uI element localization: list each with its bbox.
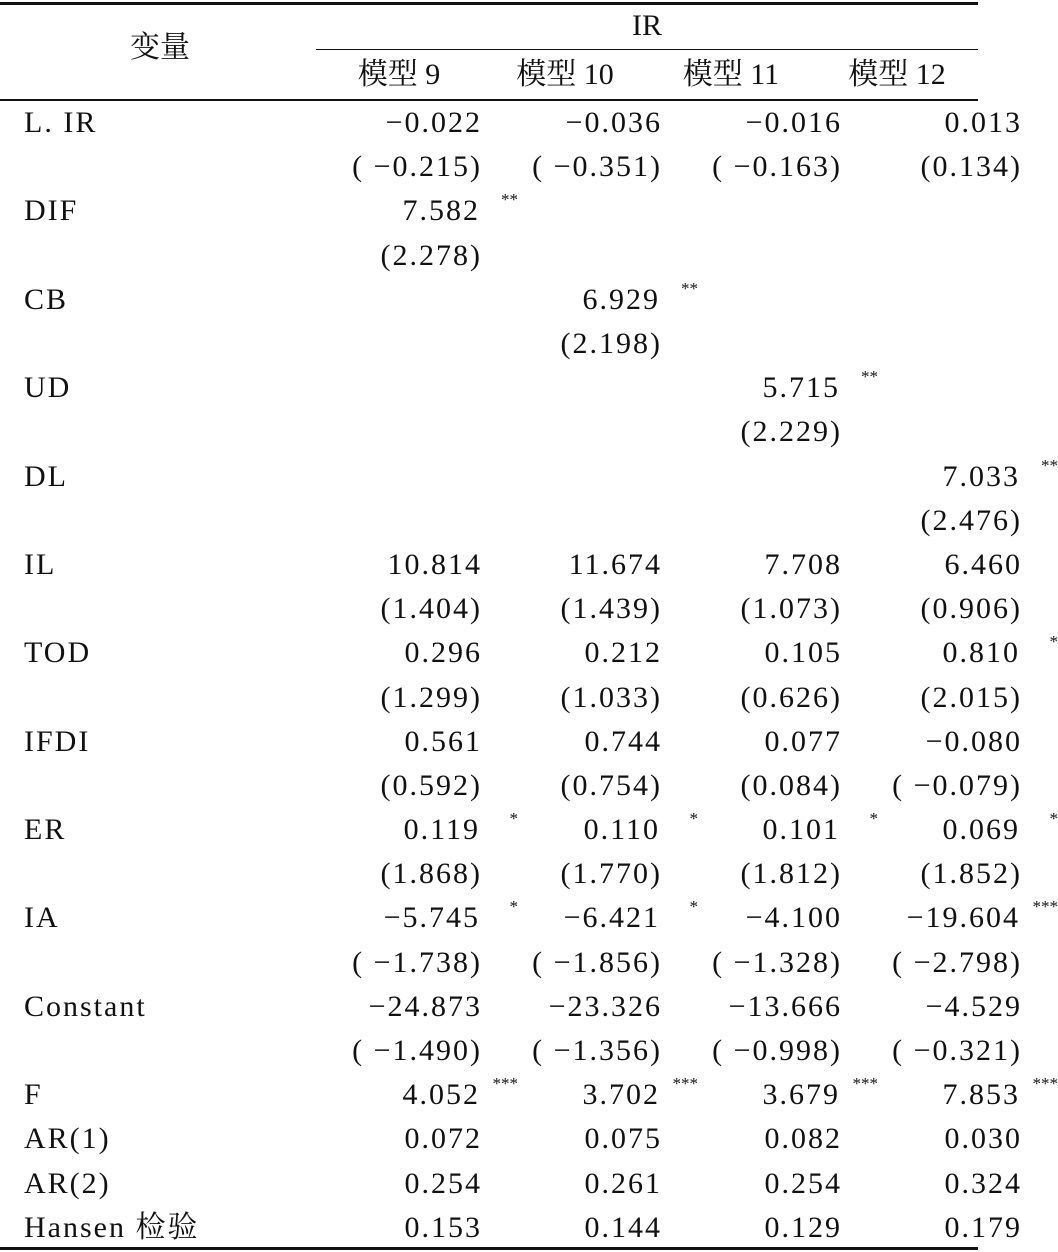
t-statistic-cell xyxy=(496,234,676,278)
coefficient-value: 6.460 xyxy=(944,547,1022,581)
coefficient-cell xyxy=(316,985,496,1029)
coefficient-value: −19.604 xyxy=(906,901,1020,935)
t-statistic-value: (0.626) xyxy=(740,680,842,714)
coefficient-cell xyxy=(856,896,1058,940)
coefficient-cell xyxy=(316,101,496,145)
table-row xyxy=(0,455,1036,499)
empty-label xyxy=(0,1029,316,1073)
significance-stars: * xyxy=(689,897,698,917)
t-statistic-cell xyxy=(676,499,856,543)
t-statistic-value: ( −1.738) xyxy=(352,945,482,979)
significance-stars: *** xyxy=(492,1074,518,1094)
empty-label xyxy=(0,499,316,543)
coefficient-cell xyxy=(316,455,496,499)
table-row-tstat xyxy=(0,764,1036,808)
statistic-name: F xyxy=(24,1078,43,1112)
t-statistic-value: ( −0.321) xyxy=(892,1034,1022,1068)
coefficient-cell xyxy=(496,808,698,852)
significance-stars: ** xyxy=(501,190,518,210)
coefficient-value: 3.679 xyxy=(762,1078,840,1112)
t-statistic-value: (1.033) xyxy=(560,680,662,714)
table-row xyxy=(0,101,1036,145)
t-statistic-cell xyxy=(316,234,496,278)
t-statistic-cell xyxy=(856,410,1036,454)
stat-row xyxy=(0,1073,1036,1117)
t-statistic-cell xyxy=(316,410,496,454)
coefficient-cell xyxy=(676,720,856,764)
empty-label xyxy=(0,675,316,719)
empty-label xyxy=(0,234,316,278)
table-row xyxy=(0,189,1036,233)
t-statistic-value: ( −1.356) xyxy=(532,1034,662,1068)
model-11-header: 模型 11 xyxy=(682,58,780,91)
t-statistic-cell xyxy=(496,410,676,454)
significance-stars: *** xyxy=(852,1074,878,1094)
coefficient-value: 0.810 xyxy=(942,636,1020,670)
significance-stars: * xyxy=(869,809,878,828)
empty-label xyxy=(0,852,316,896)
significance-stars: * xyxy=(689,809,698,828)
coefficient-value: 0.013 xyxy=(944,106,1022,140)
t-statistic-cell xyxy=(856,499,1036,543)
coefficient-value: 0.744 xyxy=(584,724,662,758)
coefficient-value: 0.119 xyxy=(403,813,480,847)
table-row-tstat xyxy=(0,1029,1036,1073)
coefficient-value: 0.101 xyxy=(762,813,840,847)
coefficient-value: 7.033 xyxy=(942,459,1020,493)
table-top-rule xyxy=(0,2,978,5)
coefficient-value: −13.666 xyxy=(728,989,842,1023)
t-statistic-cell xyxy=(676,1029,856,1073)
coefficient-value: −0.080 xyxy=(925,724,1022,758)
coefficient-cell xyxy=(316,543,496,587)
variable-name: DL xyxy=(24,459,68,493)
significance-stars: *** xyxy=(1032,897,1058,917)
table-row-tstat xyxy=(0,675,1036,719)
variable-name: CB xyxy=(24,282,69,316)
t-statistic-cell xyxy=(316,941,496,985)
t-statistic-cell xyxy=(316,675,496,719)
model-12-header: 模型 12 xyxy=(848,58,946,91)
coefficient-value: 0.212 xyxy=(584,636,662,670)
t-statistic-value: (2.476) xyxy=(920,503,1022,537)
coefficient-cell xyxy=(496,189,676,233)
variable-name: DIF xyxy=(24,194,79,228)
t-statistic-cell xyxy=(496,145,676,189)
empty-label xyxy=(0,587,316,631)
coefficient-cell xyxy=(316,720,496,764)
coefficient-value: 3.702 xyxy=(582,1078,660,1112)
variable-header: 变量 xyxy=(130,31,190,64)
t-statistic-value: (0.084) xyxy=(740,768,842,802)
coefficient-cell xyxy=(316,896,518,940)
coefficient-value: 0.324 xyxy=(944,1166,1022,1200)
statistic-cell xyxy=(496,1206,676,1250)
variable-name: IA xyxy=(24,901,60,935)
t-statistic-cell xyxy=(316,499,496,543)
t-statistic-cell xyxy=(676,675,856,719)
empty-label xyxy=(0,764,316,808)
t-statistic-value: ( −1.490) xyxy=(352,1034,482,1068)
coefficient-value: 0.254 xyxy=(404,1166,482,1200)
t-statistic-cell xyxy=(856,675,1036,719)
variable-name: Constant xyxy=(24,989,147,1023)
t-statistic-cell xyxy=(856,145,1036,189)
coefficient-value: 0.129 xyxy=(764,1210,842,1244)
coefficient-value: 7.708 xyxy=(764,547,842,581)
t-statistic-value: (1.852) xyxy=(920,857,1022,891)
coefficient-value: 7.582 xyxy=(402,194,480,228)
significance-stars: ** xyxy=(1041,455,1058,475)
table-row xyxy=(0,896,1036,940)
statistic-cell xyxy=(856,1117,1036,1161)
variable-name: L. IR xyxy=(24,106,98,140)
coefficient-cell xyxy=(856,189,1036,233)
coefficient-value: 6.929 xyxy=(582,282,660,316)
coefficient-cell xyxy=(676,631,856,675)
table-row-tstat xyxy=(0,145,1036,189)
t-statistic-cell xyxy=(496,1029,676,1073)
t-statistic-cell xyxy=(856,764,1036,808)
statistic-cell xyxy=(856,1206,1036,1250)
t-statistic-value: ( −0.351) xyxy=(532,150,662,184)
statistic-cell xyxy=(316,1206,496,1250)
table-row xyxy=(0,543,1036,587)
significance-stars: * xyxy=(1049,632,1058,652)
statistic-cell xyxy=(676,1162,856,1206)
t-statistic-value: (2.278) xyxy=(380,238,482,272)
model-10-header: 模型 10 xyxy=(516,58,614,91)
coefficient-cell xyxy=(856,543,1036,587)
statistic-cell xyxy=(676,1117,856,1161)
table-row xyxy=(0,808,1036,852)
t-statistic-value: ( −1.328) xyxy=(712,945,842,979)
significance-stars: *** xyxy=(672,1074,698,1094)
coefficient-value: 7.853 xyxy=(942,1078,1020,1112)
t-statistic-value: (0.754) xyxy=(560,768,662,802)
stat-row xyxy=(0,1117,1036,1161)
coefficient-cell xyxy=(316,278,496,322)
coefficient-cell xyxy=(676,366,878,410)
t-statistic-cell xyxy=(676,234,856,278)
t-statistic-cell xyxy=(496,322,676,366)
t-statistic-cell xyxy=(316,764,496,808)
variable-name: ER xyxy=(24,813,67,847)
variable-name: TOD xyxy=(24,636,92,670)
coefficient-cell xyxy=(856,985,1036,1029)
t-statistic-cell xyxy=(496,852,676,896)
coefficient-cell xyxy=(856,278,1036,322)
statistic-cell xyxy=(676,1073,878,1117)
coefficient-value: −4.529 xyxy=(925,989,1022,1023)
coefficient-value: 0.179 xyxy=(944,1210,1022,1244)
coefficient-cell xyxy=(856,101,1036,145)
coefficient-cell xyxy=(856,366,1036,410)
coefficient-value: 0.105 xyxy=(764,636,842,670)
significance-stars: * xyxy=(509,809,518,828)
coefficient-cell xyxy=(496,278,698,322)
coefficient-cell xyxy=(496,631,676,675)
statistic-cell xyxy=(316,1117,496,1161)
t-statistic-value: (1.439) xyxy=(560,592,662,626)
coefficient-cell xyxy=(496,720,676,764)
statistic-cell xyxy=(316,1162,496,1206)
statistic-cell xyxy=(496,1162,676,1206)
t-statistic-cell xyxy=(496,587,676,631)
t-statistic-value: (1.299) xyxy=(380,680,482,714)
coefficient-value: −5.745 xyxy=(383,901,480,935)
coefficient-value: 0.254 xyxy=(764,1166,842,1200)
coefficient-value: 0.077 xyxy=(764,724,842,758)
significance-stars: * xyxy=(509,897,518,917)
table-row-tstat xyxy=(0,234,1036,278)
t-statistic-cell xyxy=(316,322,496,366)
t-statistic-cell xyxy=(496,675,676,719)
table-row xyxy=(0,631,1036,675)
regression-table xyxy=(0,101,1058,1250)
t-statistic-cell xyxy=(856,234,1036,278)
t-statistic-cell xyxy=(676,764,856,808)
t-statistic-cell xyxy=(856,852,1036,896)
coefficient-value: −23.326 xyxy=(548,989,662,1023)
coefficient-cell xyxy=(676,189,856,233)
t-statistic-cell xyxy=(316,1029,496,1073)
significance-stars: ** xyxy=(861,367,878,387)
stat-row xyxy=(0,1206,1036,1250)
coefficient-value: −0.036 xyxy=(565,106,662,140)
coefficient-cell xyxy=(856,808,1058,852)
variable-name: UD xyxy=(24,371,72,405)
t-statistic-value: ( −0.163) xyxy=(712,150,842,184)
coefficient-value: 0.261 xyxy=(584,1166,662,1200)
t-statistic-cell xyxy=(676,322,856,366)
coefficient-value: −24.873 xyxy=(368,989,482,1023)
coefficient-cell xyxy=(676,808,878,852)
table-bottom-rule xyxy=(0,1247,978,1250)
table-row xyxy=(0,278,1036,322)
coefficient-value: 0.144 xyxy=(584,1210,662,1244)
statistic-name: Hansen 检验 xyxy=(24,1210,200,1244)
table-row xyxy=(0,720,1036,764)
t-statistic-value: (0.592) xyxy=(380,768,482,802)
empty-label xyxy=(0,410,316,454)
t-statistic-value: (0.134) xyxy=(920,150,1022,184)
t-statistic-cell xyxy=(316,587,496,631)
coefficient-value: 0.561 xyxy=(404,724,482,758)
stat-row xyxy=(0,1162,1036,1206)
coefficient-cell xyxy=(496,101,676,145)
t-statistic-value: (1.404) xyxy=(380,592,482,626)
t-statistic-cell xyxy=(316,145,496,189)
coefficient-value: 0.110 xyxy=(583,813,660,847)
t-statistic-cell xyxy=(676,410,856,454)
table-row-tstat xyxy=(0,410,1036,454)
empty-label xyxy=(0,145,316,189)
coefficient-value: 0.069 xyxy=(942,813,1020,847)
t-statistic-value: (1.770) xyxy=(560,857,662,891)
coefficient-cell xyxy=(676,985,856,1029)
t-statistic-cell xyxy=(496,764,676,808)
coefficient-cell xyxy=(676,543,856,587)
table-row-tstat xyxy=(0,941,1036,985)
statistic-cell xyxy=(496,1073,698,1117)
coefficient-cell xyxy=(856,631,1058,675)
t-statistic-value: (1.812) xyxy=(740,857,842,891)
table-row xyxy=(0,366,1036,410)
coefficient-cell xyxy=(316,189,518,233)
t-statistic-cell xyxy=(676,587,856,631)
t-statistic-value: (0.906) xyxy=(920,592,1022,626)
t-statistic-value: (2.198) xyxy=(560,327,662,361)
t-statistic-cell xyxy=(676,145,856,189)
table-row-tstat xyxy=(0,587,1036,631)
t-statistic-value: (1.868) xyxy=(380,857,482,891)
t-statistic-value: ( −0.215) xyxy=(352,150,482,184)
variable-name: IFDI xyxy=(24,724,91,758)
table-row xyxy=(0,985,1036,1029)
t-statistic-cell xyxy=(496,499,676,543)
coefficient-value: 0.153 xyxy=(404,1210,482,1244)
coefficient-value: −0.016 xyxy=(745,106,842,140)
t-statistic-cell xyxy=(676,852,856,896)
t-statistic-value: (1.073) xyxy=(740,592,842,626)
statistic-cell xyxy=(676,1206,856,1250)
coefficient-value: 0.082 xyxy=(764,1122,842,1156)
statistic-name: AR(2) xyxy=(24,1166,111,1200)
coefficient-value: 0.030 xyxy=(944,1122,1022,1156)
statistic-cell xyxy=(856,1073,1058,1117)
t-statistic-cell xyxy=(856,1029,1036,1073)
statistic-cell xyxy=(496,1117,676,1161)
t-statistic-cell xyxy=(856,322,1036,366)
coefficient-cell xyxy=(676,896,856,940)
t-statistic-value: ( −0.998) xyxy=(712,1034,842,1068)
t-statistic-cell xyxy=(856,587,1036,631)
coefficient-value: −6.421 xyxy=(563,901,660,935)
table-row-tstat xyxy=(0,322,1036,366)
t-statistic-value: (2.015) xyxy=(920,680,1022,714)
significance-stars: *** xyxy=(1032,1074,1058,1094)
coefficient-cell xyxy=(676,455,856,499)
coefficient-cell xyxy=(496,985,676,1029)
t-statistic-value: ( −1.856) xyxy=(532,945,662,979)
coefficient-cell xyxy=(676,101,856,145)
table-row-tstat xyxy=(0,852,1036,896)
model-9-header: 模型 9 xyxy=(357,58,441,91)
empty-label xyxy=(0,941,316,985)
significance-stars: * xyxy=(1049,809,1058,828)
coefficient-cell xyxy=(496,543,676,587)
variable-name: IL xyxy=(24,547,57,581)
coefficient-value: 11.674 xyxy=(568,547,662,581)
t-statistic-value: ( −2.798) xyxy=(892,945,1022,979)
coefficient-value: 0.075 xyxy=(584,1122,662,1156)
empty-label xyxy=(0,322,316,366)
coefficient-cell xyxy=(316,366,496,410)
coefficient-cell xyxy=(496,455,676,499)
coefficient-value: −0.022 xyxy=(385,106,482,140)
coefficient-value: 0.072 xyxy=(404,1122,482,1156)
t-statistic-value: ( −0.079) xyxy=(892,768,1022,802)
coefficient-value: 4.052 xyxy=(402,1078,480,1112)
coefficient-cell xyxy=(496,896,698,940)
coefficient-cell xyxy=(316,631,496,675)
statistic-name: AR(1) xyxy=(24,1122,111,1156)
t-statistic-cell xyxy=(496,941,676,985)
coefficient-cell xyxy=(676,278,856,322)
dependent-variable-header: IR xyxy=(632,9,662,42)
coefficient-cell xyxy=(316,808,518,852)
table-row-tstat xyxy=(0,499,1036,543)
statistic-cell xyxy=(856,1162,1036,1206)
t-statistic-cell xyxy=(316,852,496,896)
coefficient-value: 10.814 xyxy=(387,547,482,581)
t-statistic-cell xyxy=(856,941,1036,985)
coefficient-value: 0.296 xyxy=(404,636,482,670)
significance-stars: ** xyxy=(681,278,698,298)
t-statistic-cell xyxy=(676,941,856,985)
coefficient-value: −4.100 xyxy=(745,901,842,935)
coefficient-cell xyxy=(496,366,676,410)
header-span-rule xyxy=(316,49,978,50)
coefficient-cell xyxy=(856,720,1036,764)
coefficient-value: 5.715 xyxy=(762,371,840,405)
statistic-cell xyxy=(316,1073,518,1117)
t-statistic-value: (2.229) xyxy=(740,415,842,449)
coefficient-cell xyxy=(856,455,1058,499)
